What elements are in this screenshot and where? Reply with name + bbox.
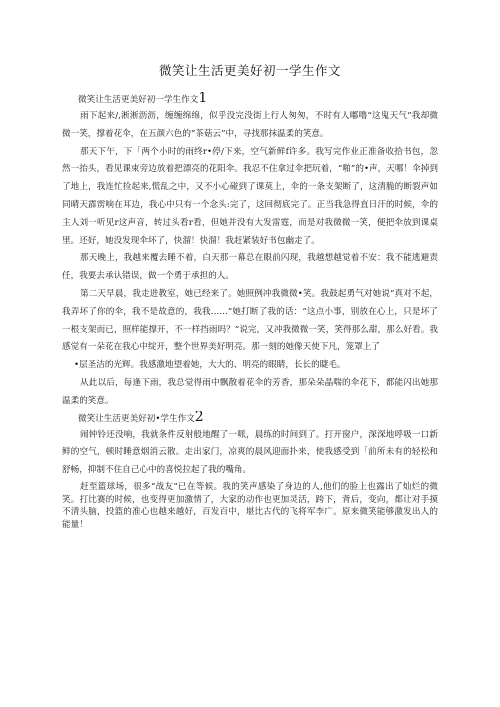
essay-2-paragraph-2: 赶至篮球场，很多“战友”已在等候。我的笑声感染了身边的人,他们的脸上也露出了灿烂的微笑。打比赛的时候，也变得更加激情了，大家的动作也更加灵活，跨下，背后，变向，都让对手摸不清头脑，投篮的准心也越来越好，百发百中，堪比古代的飞将军李广。原来微笑能够激发出人的能量！ <box>62 481 438 530</box>
essay-1-paragraph-3: 那天晚上，我越来覆去睡不着，白天那一幕总在眼前闪现，我越想越觉着不安：我不能逃避责任，我要去承认错误，做一个勇于承担的人。 <box>62 253 438 282</box>
essay-1-heading-text: 微笑让生活更美好初一学生作文 <box>78 95 199 105</box>
essay-1-paragraph-1: 雨下起来/,淅淅沥沥，缠缠绵绵，似乎没完没街上行人匆匆，不时有人嘟噜“这鬼天气”我却微微一笑，撑着花伞，在五颜六色的“茶菇云”中，寻找那抹温柔的笑意。 <box>62 111 438 139</box>
essay-1-heading-number: 1 <box>198 92 208 106</box>
essay-1-paragraph-2: 那天下午，下「两个小时的雨终r•停/下来，空气新鲜f许多。我写完作业正准备收拾书包，忽然一抬头，看见课束旁边放着把漂亮的花阳伞。我忍不住拿过伞把玩着，“啪”的•声，天哪！伞掉到了地上，我连忙捡起来,慌乱之中，又不小心碰到了课莫上，伞的一条支架断了，这清脆的断裂声如同晴天霹雳响在耳边，我心中只有一个念头:完了，这回彻底完了。正当我急得直日汗的时候，伞的主人刘一听见r这声音，转过头看r看，但她并没有大发雷霆，而是对我微微一笑，便把伞放到课桌里。还好，她没发现伞坏了，快溜！快溜！我赶紧装好书包幽走了。 <box>62 146 438 246</box>
essay-2-heading-text: 微笑让生活更美好初•学生作文 <box>78 413 195 424</box>
essay-1-paragraph-5: •层圣洁的光辉。我感激地望着她，大大的、明亮的眼睛，长长的睫毛。 <box>74 360 346 371</box>
essay-2-heading <box>62 411 438 427</box>
essay-2-heading-number: 2 <box>194 410 204 425</box>
document-title: 微笑让生活更美好初一学生作文 <box>158 63 341 78</box>
essay-2-paragraph-1: 闹钟铃还没响，我就条件反射般地醒了一哌，晨练的时间到了。打开窗户，深深地呼吸一口新鲜的空气，顿时睡意烟消云散。走出家门，凉爽的晨风迎面扑来，使我感受到「前所未有的轻松和舒畅，抑制不住自己心中的喜悦拉起了我的嘴角。 <box>62 429 438 476</box>
essay-1-paragraph-4: 第二天早晨，我走进教室，她已经来了。她照例冲我微微•笑。我鼓起勇气对她说“真对不起，我弄坏了你的伞，我不是故意的，我我……”她打断了我的话：“这点小事，别放在心上，只是坏了一根支架而已，照样能撑开，不一样挡雨吗？”说完，又冲我微微一笑，笑得那么甜，那么好看。我感觉有一朵花在我心中绽开，整个世界美好明亮。那一刻的她像天使下凡，笼罩上了 <box>62 288 438 353</box>
essay-1-heading <box>62 92 438 108</box>
essay-1-paragraph-6: 从此以后，每逢下雨，我总觉得雨中飘散着花伞的芳香，那朵朵晶喘的伞花下，都能闪出她那温柔的笑意。 <box>62 377 438 406</box>
